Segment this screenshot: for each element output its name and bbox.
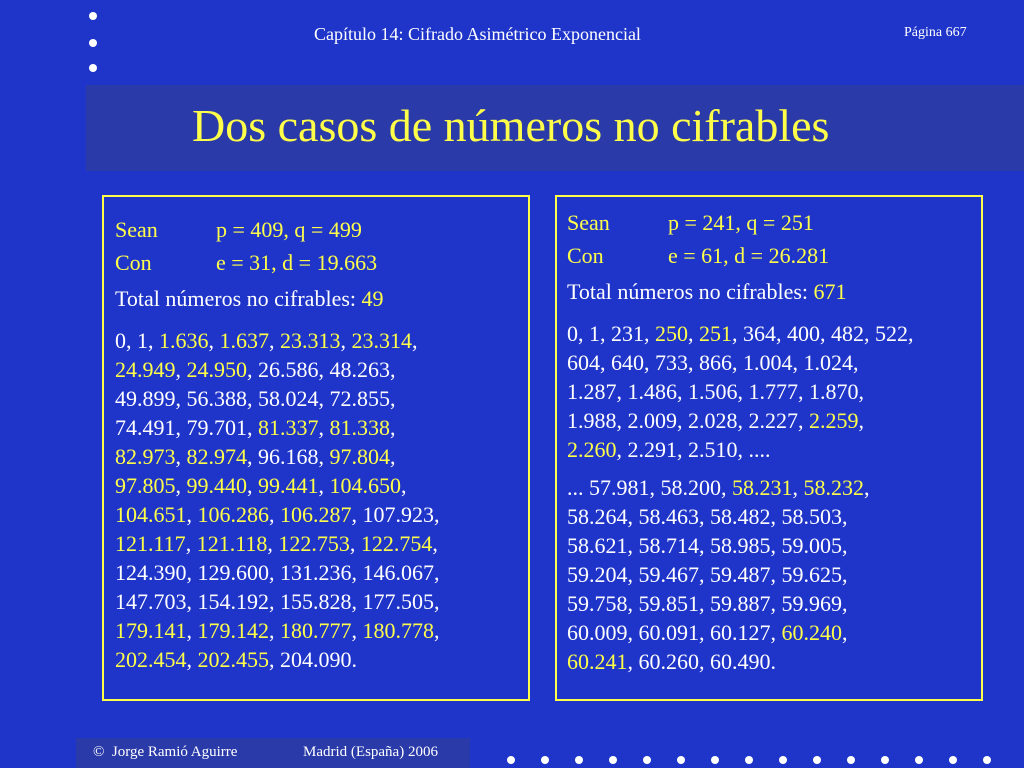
- number-text: ,: [208, 328, 220, 353]
- footer-author: [93, 744, 237, 761]
- number-text: ,: [318, 415, 330, 440]
- number-line: [115, 500, 440, 529]
- highlighted-number: 251: [699, 321, 732, 346]
- highlighted-number: 58.232: [803, 475, 864, 500]
- number-line: [567, 473, 914, 502]
- params-row-2: [115, 248, 440, 281]
- highlighted-number: 1.637: [219, 328, 269, 353]
- highlighted-number: 58.231: [732, 475, 793, 500]
- highlighted-number: 97.804: [329, 444, 390, 469]
- dot: [813, 756, 821, 764]
- number-text: 1.287, 1.486, 1.506, 1.777, 1.870,: [567, 379, 864, 404]
- dot: [779, 756, 787, 764]
- number-text: 124.390, 129.600, 131.236, 146.067,: [115, 560, 440, 585]
- number-text: , 96.168,: [247, 444, 330, 469]
- number-text: ,: [412, 328, 418, 353]
- dot: [881, 756, 889, 764]
- left-case-box: [102, 195, 530, 701]
- number-text: ,: [351, 618, 363, 643]
- number-line: [115, 384, 440, 413]
- number-line: [115, 442, 440, 471]
- highlighted-number: 122.754: [360, 531, 433, 556]
- number-text: , 107.923,: [351, 502, 440, 527]
- number-text: ,: [340, 328, 352, 353]
- number-line: [115, 471, 440, 500]
- total-value: 671: [813, 279, 847, 304]
- dot: [915, 756, 923, 764]
- number-text: ,: [185, 531, 197, 556]
- params-row-1: [567, 208, 914, 241]
- highlighted-number: 180.778: [362, 618, 434, 643]
- row-label: Con: [115, 250, 152, 275]
- number-text: ,: [401, 473, 407, 498]
- highlighted-number: 23.314: [351, 328, 412, 353]
- highlighted-number: 180.777: [280, 618, 352, 643]
- number-text: 59.758, 59.851, 59.887, 59.969,: [567, 591, 848, 616]
- number-text: 0, 1, 231,: [567, 321, 655, 346]
- total-label: Total números no cifrables:: [115, 286, 357, 311]
- total-label: Total números no cifrables:: [567, 279, 809, 304]
- number-line: [567, 435, 914, 464]
- highlighted-number: 2.260: [567, 437, 617, 462]
- highlighted-number: 250: [655, 321, 688, 346]
- dot: [507, 756, 515, 764]
- number-line: [567, 377, 914, 406]
- dot: [89, 12, 97, 20]
- number-text: ,: [186, 618, 198, 643]
- number-line: [567, 618, 914, 647]
- highlighted-number: 106.287: [280, 502, 352, 527]
- number-text: ... 57.981, 58.200,: [567, 475, 732, 500]
- dot: [89, 64, 97, 72]
- row-value: e = 61, d = 26.281: [668, 243, 830, 268]
- number-text: ,: [432, 531, 438, 556]
- highlighted-number: 99.440: [186, 473, 247, 498]
- number-line: [115, 355, 440, 384]
- number-line: [567, 319, 914, 348]
- number-text: 58.264, 58.463, 58.482, 58.503,: [567, 504, 848, 529]
- number-line: [567, 502, 914, 531]
- dot: [89, 39, 97, 47]
- number-text: ,: [247, 473, 258, 498]
- number-text: 59.204, 59.467, 59.487, 59.625,: [567, 562, 848, 587]
- number-line: [115, 587, 440, 616]
- highlighted-number: 122.753: [278, 531, 350, 556]
- highlighted-number: 106.286: [197, 502, 269, 527]
- number-text: 0, 1,: [115, 328, 159, 353]
- number-text: ,: [186, 502, 198, 527]
- number-text: ,: [175, 444, 187, 469]
- number-text: ,: [842, 620, 848, 645]
- highlighted-number: 121.118: [196, 531, 268, 556]
- highlighted-number: 97.805: [115, 473, 176, 498]
- total-line: [115, 284, 440, 313]
- number-text: 604, 640, 733, 866, 1.004, 1.024,: [567, 350, 859, 375]
- params-row-2: [567, 241, 914, 274]
- highlighted-number: 121.117: [115, 531, 186, 556]
- number-line: [567, 647, 914, 676]
- highlighted-number: 2.259: [809, 408, 859, 433]
- number-text: ,: [390, 415, 396, 440]
- number-line: [115, 558, 440, 587]
- dot: [847, 756, 855, 764]
- params-row-1: [115, 215, 440, 248]
- number-line: [115, 529, 440, 558]
- highlighted-number: 1.636: [159, 328, 209, 353]
- title-bar: [86, 85, 1024, 171]
- number-text: , 2.291, 2.510, ....: [616, 437, 771, 462]
- dot: [643, 756, 651, 764]
- highlighted-number: 24.949: [115, 357, 176, 382]
- number-line: [567, 406, 914, 435]
- dot: [541, 756, 549, 764]
- highlighted-number: 60.241: [567, 649, 628, 674]
- dot: [711, 756, 719, 764]
- number-text: ,: [269, 328, 280, 353]
- number-line: [115, 616, 440, 645]
- highlighted-number: 99.441: [258, 473, 319, 498]
- number-text: 60.009, 60.091, 60.127,: [567, 620, 782, 645]
- number-text: ,: [269, 618, 280, 643]
- number-text: ,: [267, 531, 279, 556]
- total-line: [567, 277, 914, 306]
- number-text: ,: [390, 444, 396, 469]
- number-text: ,: [269, 502, 280, 527]
- number-text: , 364, 400, 482, 522,: [732, 321, 914, 346]
- number-text: ,: [688, 321, 699, 346]
- number-line: [115, 326, 440, 355]
- number-text: , 60.260, 60.490.: [627, 649, 776, 674]
- number-text: ,: [792, 475, 804, 500]
- number-line: [567, 531, 914, 560]
- number-text: ,: [864, 475, 870, 500]
- number-line: [567, 560, 914, 589]
- number-text: 49.899, 56.388, 58.024, 72.855,: [115, 386, 396, 411]
- number-text: 58.621, 58.714, 58.985, 59.005,: [567, 533, 848, 558]
- number-line: [567, 348, 914, 377]
- highlighted-number: 104.650: [329, 473, 401, 498]
- page-number: Página 667: [904, 25, 967, 40]
- dot: [677, 756, 685, 764]
- highlighted-number: 82.974: [186, 444, 247, 469]
- number-text: ,: [318, 473, 330, 498]
- row-value: p = 409, q = 499: [216, 217, 362, 242]
- dot: [745, 756, 753, 764]
- non-cipherable-list-first: [567, 319, 914, 464]
- dot: [949, 756, 957, 764]
- highlighted-number: 81.337: [258, 415, 319, 440]
- number-text: ,: [858, 408, 864, 433]
- dot: [983, 756, 991, 764]
- row-label: Sean: [115, 217, 158, 242]
- row-label: Con: [567, 243, 604, 268]
- row-value: p = 241, q = 251: [668, 210, 814, 235]
- slide-title: Dos casos de números no cifrables: [192, 100, 830, 151]
- row-label: Sean: [567, 210, 610, 235]
- highlighted-number: 104.651: [115, 502, 187, 527]
- total-value: 49: [361, 286, 384, 311]
- number-text: ,: [175, 473, 187, 498]
- copyright-symbol: ©: [93, 744, 105, 760]
- footer-place: Madrid (España) 2006: [303, 744, 438, 760]
- non-cipherable-list: [115, 326, 440, 674]
- number-text: ,: [175, 357, 187, 382]
- number-line: [115, 413, 440, 442]
- dot: [609, 756, 617, 764]
- highlighted-number: 82.973: [115, 444, 176, 469]
- non-cipherable-list-last: [567, 473, 914, 676]
- row-value: e = 31, d = 19.663: [216, 250, 378, 275]
- highlighted-number: 23.313: [280, 328, 341, 353]
- author-name: Jorge Ramió Aguirre: [111, 744, 238, 760]
- number-text: , 204.090.: [269, 647, 357, 672]
- number-text: ,: [349, 531, 361, 556]
- dot: [575, 756, 583, 764]
- number-text: 1.988, 2.009, 2.028, 2.227,: [567, 408, 809, 433]
- number-text: , 26.586, 48.263,: [247, 357, 396, 382]
- number-text: 147.703, 154.192, 155.828, 177.505,: [115, 589, 440, 614]
- highlighted-number: 24.950: [186, 357, 247, 382]
- number-text: 74.491, 79.701,: [115, 415, 258, 440]
- highlighted-number: 179.142: [197, 618, 269, 643]
- highlighted-number: 179.141: [115, 618, 187, 643]
- highlighted-number: 202.455: [197, 647, 269, 672]
- number-line: [115, 645, 440, 674]
- chapter-title: Capítulo 14: Cifrado Asimétrico Exponencial: [314, 24, 641, 44]
- number-text: ,: [434, 618, 440, 643]
- right-case-box: [555, 195, 983, 701]
- number-line: [567, 589, 914, 618]
- highlighted-number: 202.454: [115, 647, 187, 672]
- number-text: ,: [186, 647, 198, 672]
- highlighted-number: 81.338: [329, 415, 390, 440]
- highlighted-number: 60.240: [781, 620, 842, 645]
